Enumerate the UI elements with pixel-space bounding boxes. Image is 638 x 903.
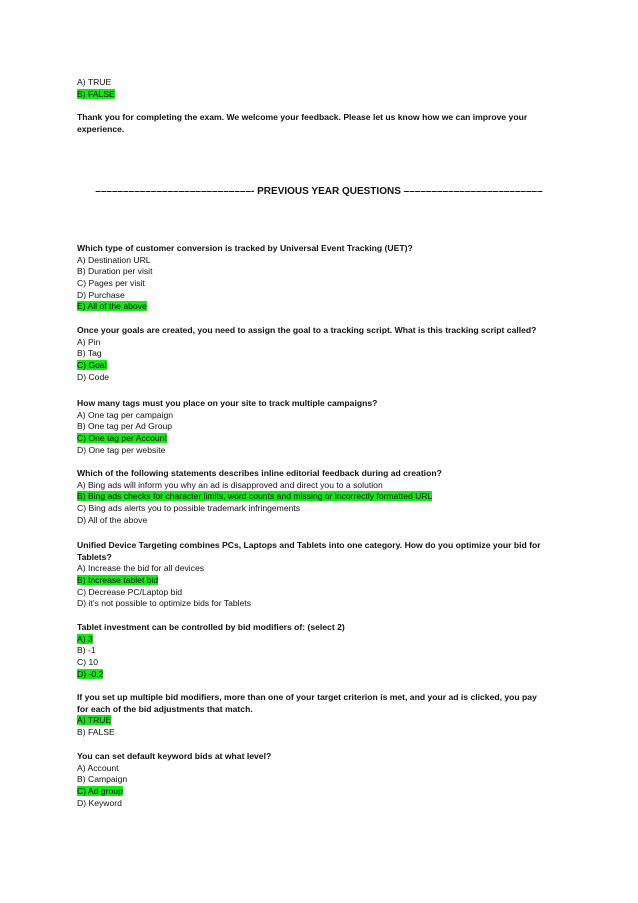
- answer-option-text: B) FALSE: [77, 727, 115, 738]
- correct-answer-highlight: B) FALSE: [77, 88, 115, 99]
- answer-option: [77, 774, 557, 786]
- answer-option: [77, 715, 557, 727]
- answer-option-text: B) Campaign: [77, 774, 128, 785]
- answer-option: [77, 348, 557, 360]
- answer-option: [77, 563, 557, 575]
- question-text: Unified Device Targeting combines PCs, Laptops and Tablets into one category. How do you optimize your bid for Tablets?: [77, 540, 541, 562]
- answer-option-text: C) Decrease PC/Laptop bid: [77, 586, 183, 597]
- answer-option: [77, 421, 557, 433]
- thanks-text: Thank you for completing the exam. We welcome your feedback. Please let us know how we can improve your experience.: [77, 112, 528, 134]
- correct-answer-highlight: B) Increase tablet bid: [77, 575, 159, 586]
- answer-option: [77, 515, 557, 527]
- answer-option: [77, 410, 557, 422]
- options-list: [77, 480, 557, 527]
- answer-option-text: B) -1: [77, 645, 96, 656]
- answer-option-text: B) One tag per Ad Group: [77, 421, 173, 432]
- correct-answer-highlight: D) -0.2: [77, 668, 104, 679]
- answer-option-text: D) Purchase: [77, 289, 125, 300]
- answer-option-text: A) Pin: [77, 336, 101, 347]
- answer-option: [77, 763, 557, 775]
- answer-option: [77, 480, 557, 492]
- answer-option-text: A) Destination URL: [77, 254, 151, 265]
- answer-option-text: A) Bing ads will inform you why an ad is disapproved and direct you to a solution: [77, 479, 383, 490]
- answer-option: [77, 786, 557, 798]
- answer-option-text: D) All of the above: [77, 514, 148, 525]
- answer-option-text: B) Duration per visit: [77, 266, 153, 277]
- answer-option: [77, 266, 557, 278]
- question-block: [77, 468, 557, 526]
- question-block: [77, 325, 557, 383]
- answer-option-text: A) One tag per campaign: [77, 409, 174, 420]
- question-block: [77, 540, 557, 610]
- question-block: [77, 751, 557, 809]
- answer-option: [77, 360, 557, 372]
- options-list: [77, 337, 557, 384]
- answer-option-text: B) Tag: [77, 348, 102, 359]
- correct-answer-highlight: C) One tag per Account: [77, 433, 167, 444]
- answer-option: [77, 290, 557, 302]
- answer-option: [77, 337, 557, 349]
- answer-option-text: A) Account: [77, 762, 119, 773]
- question-text: If you set up multiple bid modifiers, more than one of your target criterion is met, and your ad is clicked, you pay for each of the bid adjustments that match.: [77, 692, 537, 714]
- answer-option: [77, 598, 557, 610]
- question-text: Which type of customer conversion is tracked by Universal Event Tracking (UET)?: [77, 243, 413, 253]
- options-list: [77, 255, 557, 313]
- intro-option-a: A) TRUE: [77, 77, 112, 87]
- answer-option: [77, 575, 557, 587]
- answer-option: [77, 278, 557, 290]
- question-block: [77, 692, 557, 739]
- question-block: [77, 398, 557, 456]
- question-text: You can set default keyword bids at what level?: [77, 751, 272, 761]
- options-list: [77, 715, 557, 738]
- answer-option: [77, 727, 557, 739]
- answer-option-text: C) Bing ads alerts you to possible trademark infringements: [77, 503, 301, 514]
- correct-answer-highlight: C) Goal: [77, 360, 107, 371]
- answer-option-text: A) Increase the bid for all devices: [77, 563, 205, 574]
- question-block: [77, 243, 557, 313]
- answer-option-text: C) Pages per visit: [77, 278, 145, 289]
- answer-option: [77, 587, 557, 599]
- question-text: How many tags must you place on your site to track multiple campaigns?: [77, 398, 378, 408]
- options-list: [77, 634, 557, 681]
- answer-option: [77, 445, 557, 457]
- answer-option-text: D) it’s not possible to optimize bids for Tablets: [77, 598, 252, 609]
- answer-option: [77, 645, 557, 657]
- answer-option: [77, 372, 557, 384]
- answer-option-text: D) Code: [77, 371, 109, 382]
- answer-option-text: D) Keyword: [77, 797, 122, 808]
- answer-option: [77, 301, 557, 313]
- answer-option: [77, 798, 557, 810]
- answer-option-text: C) 10: [77, 657, 99, 668]
- answer-option: [77, 491, 557, 503]
- intro-answer-block: [77, 77, 557, 100]
- correct-answer-highlight: B) Bing ads checks for character limits, word counts and missing or incorrectly formatted URL: [77, 491, 433, 502]
- correct-answer-highlight: A) 3: [77, 633, 93, 644]
- answer-option: [77, 503, 557, 515]
- previous-year-banner: ––––––––––––––––––––––––––––- PREVIOUS YEAR QUESTIONS –––––––––––––––––––––––––: [95, 186, 543, 197]
- question-text: Once your goals are created, you need to assign the goal to a tracking script. What is this tracking script called?: [77, 325, 537, 335]
- answer-option-text: D) One tag per website: [77, 444, 166, 455]
- answer-option: [77, 433, 557, 445]
- answer-option: [77, 634, 557, 646]
- options-list: [77, 410, 557, 457]
- thanks-block: [77, 112, 557, 135]
- question-block: [77, 622, 557, 680]
- answer-option: [77, 669, 557, 681]
- correct-answer-highlight: A) TRUE: [77, 715, 112, 726]
- question-text: Which of the following statements describes inline editorial feedback during ad creation?: [77, 468, 442, 478]
- correct-answer-highlight: E) All of the above: [77, 301, 147, 312]
- question-text: Tablet investment can be controlled by bid modifiers of: (select 2): [77, 622, 345, 632]
- options-list: [77, 563, 557, 610]
- answer-option: [77, 657, 557, 669]
- correct-answer-highlight: C) Ad group: [77, 786, 123, 797]
- answer-option: [77, 255, 557, 267]
- options-list: [77, 763, 557, 810]
